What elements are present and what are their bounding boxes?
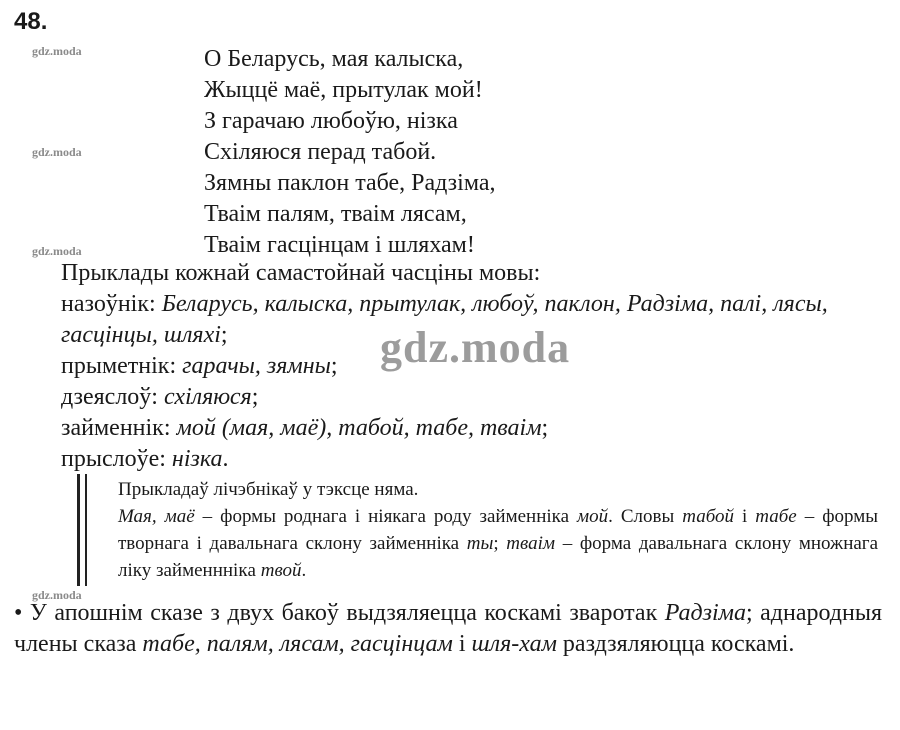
adv-words: нізка (171, 446, 223, 472)
watermark-small: gdz.moda (32, 244, 82, 258)
adv-label: прыслоўе: (61, 446, 166, 472)
note-italic: табе (755, 506, 797, 527)
pron-row (14, 413, 882, 444)
poem-line: Схіляюся перад табой. (204, 139, 437, 165)
note-bar (77, 474, 80, 586)
separator: ; (330, 353, 338, 379)
poem-line: Тваім палям, тваім лясам, (204, 201, 467, 227)
separator: ; (541, 415, 549, 441)
note-text-run: . Словы (608, 506, 683, 527)
watermark-small: gdz.moda (32, 588, 82, 602)
verb-label: дзеяслоў: (61, 384, 158, 410)
bottom-italic: шля-хам (471, 631, 557, 657)
bottom-text-run: і (452, 631, 472, 657)
note-text-run: – форма давальнага склону множнага ліку займенннікa (118, 533, 879, 581)
adj-label: прыметнік: (61, 353, 177, 379)
note-italic: твой (260, 560, 302, 581)
bottom-italic: Радзіма (664, 600, 746, 626)
noun-words: Беларусь, калыска, прытулак, любоў, паклон, Радзіма, палі, лясы, гасцінцы, шляхі (61, 291, 828, 348)
bottom-text-run: ; аднародныя члены сказа (14, 600, 883, 657)
note-bar (85, 474, 87, 586)
pron-words: мой (мая, маё), табой, табе, тваім (176, 415, 542, 441)
watermark-small: gdz.moda (32, 145, 82, 159)
adj-words: гарачы, зямны (182, 353, 331, 379)
poem-line: Жыццё маё, прытулак мой! (204, 77, 483, 103)
noun-label: назоўнік: (61, 291, 156, 317)
adv-row (14, 444, 882, 475)
end-mark: . (222, 446, 229, 472)
watermark-large: gdz.moda (380, 323, 571, 372)
note-line-1: Прыкладаў лічэбнікаў у тэксце няма. (118, 479, 419, 500)
poem (204, 44, 496, 261)
watermark-small: gdz.moda (32, 44, 82, 58)
poem-line: О Беларусь, мая калыска, (204, 46, 464, 72)
note-text-run: . (301, 560, 307, 581)
note-text-run: ; (493, 533, 507, 554)
note-text-run: – формы творнага і давальнага склону займенніка (118, 506, 879, 554)
bottom-italic: табе, палям, лясам, гасцінцам (142, 631, 453, 657)
examples-heading: Прыклады кожнай самастойнай часціны мовы: (61, 260, 541, 286)
note-text (118, 476, 878, 584)
pron-label: займеннік: (61, 415, 171, 441)
note-italic: ты (466, 533, 494, 554)
verb-words: схіляюся (163, 384, 252, 410)
note-paragraph (118, 503, 878, 584)
bottom-paragraph (14, 598, 882, 660)
note-italic: табой (682, 506, 735, 527)
bottom-text-run: • У апошнім сказе з двух бакоў выдзяляецца коскамі зваротак (14, 600, 665, 626)
separator: ; (220, 322, 228, 348)
note-italic: мой (577, 506, 609, 527)
note-italic: тваім (506, 533, 556, 554)
exercise-number: 48. (14, 8, 48, 35)
verb-row (14, 382, 882, 413)
note-italic: Мая, маё (118, 506, 195, 527)
poem-line: З гарачаю любоўю, нізка (204, 108, 458, 134)
poem-line: Тваім гасцінцам і шляхам! (204, 232, 475, 258)
note-text-run: і (734, 506, 748, 527)
poem-line: Зямны паклон табе, Радзіма, (204, 170, 496, 196)
bottom-text-run: раздзяляюцца коскамі. (556, 631, 795, 657)
separator: ; (251, 384, 259, 410)
note-text-run: – формы роднага і ніякага роду займенніка (194, 506, 578, 527)
